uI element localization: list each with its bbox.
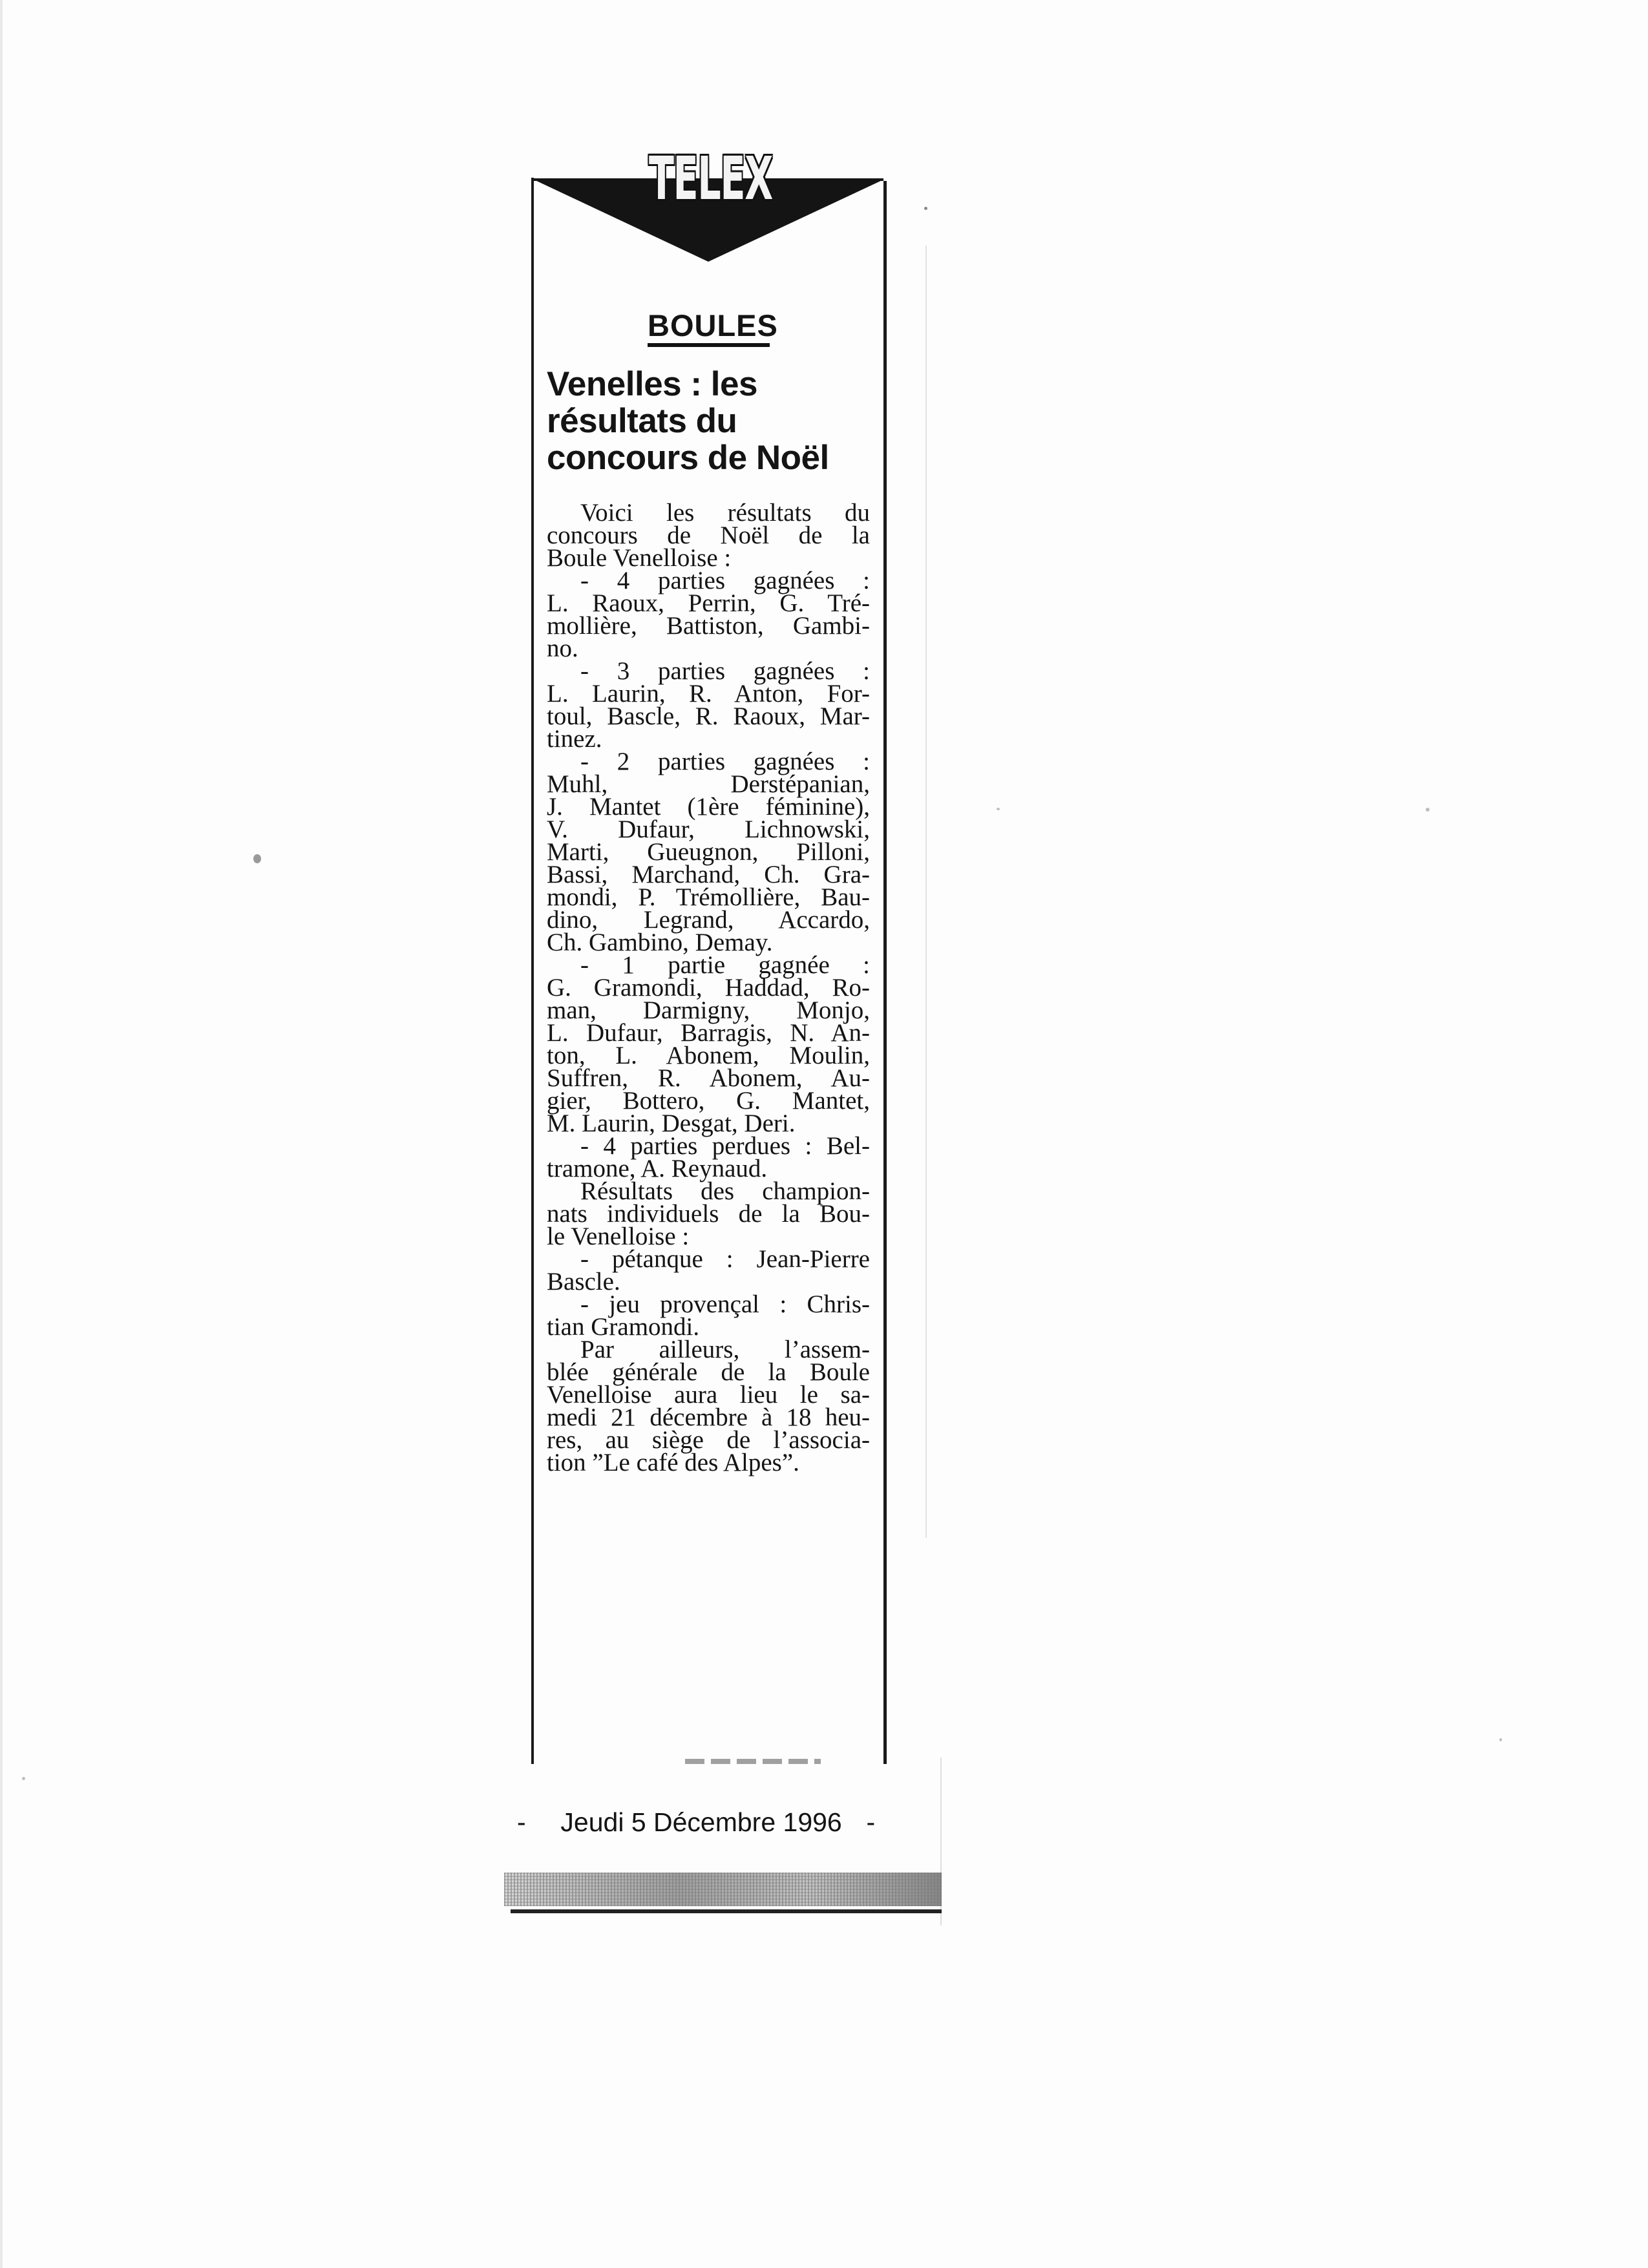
article-line: Par ailleurs, l’assem- (580, 1336, 870, 1363)
article-line: G. Gramondi, Haddad, Ro- (547, 974, 870, 1002)
article-line: - 4 parties perdues : Bel- (580, 1132, 870, 1160)
article-line: blée générale de la Boule (547, 1358, 870, 1386)
halftone-band (504, 1873, 942, 1906)
article-line: Venelloise aura lieu le sa- (547, 1381, 870, 1409)
scan-speck (924, 207, 927, 210)
bottom-rule (511, 1909, 942, 1913)
telex-logo: TELEX (649, 144, 772, 213)
scan-speck (1426, 808, 1430, 812)
date-dash-right: - (866, 1807, 876, 1837)
article-line: - pétanque : Jean-Pierre (580, 1245, 870, 1273)
article-line: Suffren, R. Abonem, Au- (547, 1064, 870, 1092)
article-line: ton, L. Abonem, Moulin, (547, 1042, 870, 1069)
article-line: concours de Noël de la (547, 521, 870, 549)
article-body (547, 501, 870, 1474)
article-line: tinez. (547, 725, 602, 753)
article-line: nats individuels de la Bou- (547, 1200, 870, 1228)
article-line: Muhl, Derstépanian, (547, 770, 870, 798)
article-line: M. Laurin, Desgat, Deri. (547, 1109, 796, 1137)
article-line: tramone, A. Reynaud. (547, 1155, 768, 1182)
article-line: V. Dufaur, Lichnowski, (547, 815, 870, 843)
article-line: tion ”Le café des Alpes”. (547, 1449, 799, 1476)
headline-line: résultats du (547, 402, 737, 440)
article-line: - 1 partie gagnée : (580, 951, 870, 979)
article-line: Voici les résultats du (580, 499, 870, 527)
article-line: le Venelloise : (547, 1223, 690, 1250)
article-line: Bassi, Marchand, Ch. Gra- (547, 861, 870, 888)
article-line: Boule Venelloise : (547, 544, 732, 572)
article-line: Bascle. (547, 1268, 620, 1296)
article-line: - 2 parties gagnées : (580, 748, 870, 775)
article-line: - 3 parties gagnées : (580, 657, 870, 685)
article-line: L. Raoux, Perrin, G. Tré- (547, 589, 870, 617)
cut-off-text-fragment (685, 1759, 821, 1764)
scan-speck (1499, 1738, 1502, 1741)
headline-line: Venelles : les (547, 365, 757, 403)
scan-left-edge (0, 0, 3, 2268)
article-line: - 4 parties gagnées : (580, 567, 870, 594)
article-line: J. Mantet (1ère féminine), (547, 793, 870, 821)
article-line: man, Darmigny, Monjo, (547, 996, 870, 1024)
date-dash-left: - (517, 1807, 526, 1837)
article-line: Ch. Gambino, Demay. (547, 929, 773, 956)
headline-line: concours de Noël (547, 439, 829, 477)
article-line: dino, Legrand, Accardo, (547, 906, 870, 934)
article-line: medi 21 décembre à 18 heu- (547, 1403, 870, 1431)
article-line: no. (547, 635, 578, 662)
article-line: L. Laurin, R. Anton, For- (547, 680, 870, 708)
article-line: mollière, Battiston, Gambi- (547, 612, 870, 640)
article-line: gier, Bottero, G. Mantet, (547, 1087, 870, 1115)
clipping-right-shadow (925, 246, 927, 1538)
article-line: L. Dufaur, Barragis, N. An- (547, 1019, 870, 1047)
section-underline (648, 343, 770, 347)
scan-speck (997, 808, 1000, 810)
publication-date: Jeudi 5 Décembre 1996 (560, 1807, 842, 1837)
article-line: Résultats des champion- (580, 1177, 870, 1205)
date-line (517, 1806, 931, 1838)
article-line: Marti, Gueugnon, Pilloni, (547, 838, 870, 866)
clipping-left-border (531, 178, 534, 1764)
article-line: tian Gramondi. (547, 1313, 700, 1341)
scan-speck (253, 854, 261, 863)
clipping-right-border (883, 181, 887, 1764)
article-line: toul, Bascle, R. Raoux, Mar- (547, 702, 870, 730)
article-line: res, au siège de l’associa- (547, 1426, 870, 1454)
article-line: mondi, P. Trémollière, Bau- (547, 883, 870, 911)
article-line: - jeu provençal : Chris- (580, 1290, 870, 1318)
section-label: BOULES (648, 308, 778, 342)
headline (547, 366, 883, 476)
scan-speck (22, 1777, 25, 1780)
